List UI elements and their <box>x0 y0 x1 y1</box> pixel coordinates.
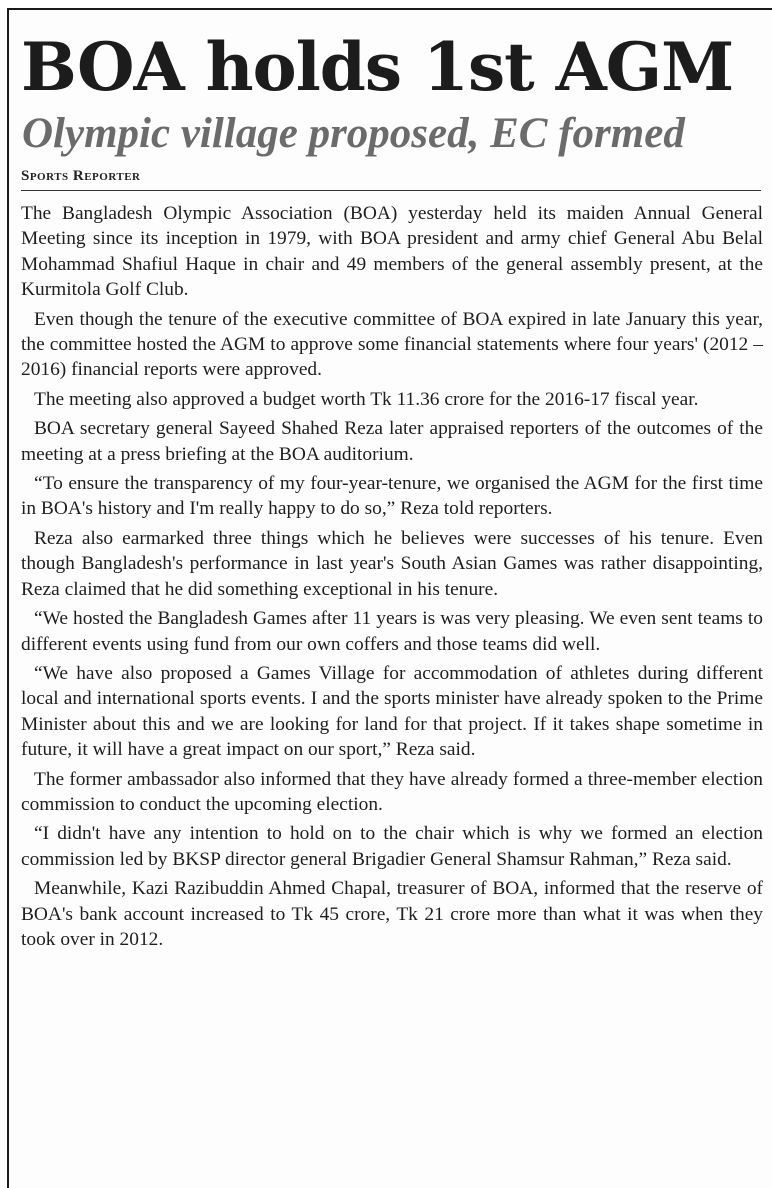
subheadline: Olympic village proposed, EC formed <box>22 110 685 157</box>
paragraph: The former ambassador also informed that they have already formed a three-member election commission to conduct the upcoming election. <box>21 768 763 815</box>
paragraph: The meeting also approved a budget worth Tk 11.36 crore for the 2016-17 fiscal year. <box>34 388 699 410</box>
paragraph: “I didn't have any intention to hold on to the chair which is why we formed an election commission led by BKSP director general Brigadier General Shamsur Rahman,” Reza said. <box>21 823 763 870</box>
paragraph: Reza also earmarked three things which he believes were successes of his tenure. Even though Bangladesh's performance in last year's South Asian Games was rather disappointing, Reza claimed that he did something exceptional in his tenure. <box>21 527 763 600</box>
headline: BOA holds 1st AGM <box>21 28 734 106</box>
paragraph: The Bangladesh Olympic Association (BOA) yesterday held its maiden Annual General Meeting since its inception in 1979, with BOA president and army chief General Abu Belal Mohammad Shafiul Haque in chair and 49 members of the general assembly present, at the Kurmitola Golf Club. <box>21 203 763 301</box>
byline: Sports Reporter <box>21 168 141 184</box>
paragraph: Even though the tenure of the executive committee of BOA expired in late January this year, the committee hosted the AGM to approve some financial statements where four years' (2012 – 2016) financial reports were approved. <box>21 308 763 381</box>
byline-divider <box>21 190 761 191</box>
paragraph: “We hosted the Bangladesh Games after 11 years is was very pleasing. We even sent teams to different events using fund from our own coffers and those teams did well. <box>21 608 763 655</box>
article-body <box>21 201 763 952</box>
paragraph: “We have also proposed a Games Village for accommodation of athletes during different local and international sports events. I and the sports minister have already spoken to the Prime Minister about this and we are looking for land for that project. If it takes shape sometime in future, it will have a great impact on our sport,” Reza said. <box>21 662 763 761</box>
paragraph: BOA secretary general Sayeed Shahed Reza later appraised reporters of the outcomes of the meeting at a press briefing at the BOA auditorium. <box>21 418 763 465</box>
newspaper-clipping <box>7 8 772 1188</box>
paragraph: Meanwhile, Kazi Razibuddin Ahmed Chapal, treasurer of BOA, informed that the reserve of BOA's bank account increased to Tk 45 crore, Tk 21 crore more than what it was when they took over in 2012. <box>21 878 763 950</box>
paragraph: “To ensure the transparency of my four-year-tenure, we organised the AGM for the first time in BOA's history and I'm really happy to do so,” Reza told reporters. <box>21 473 763 520</box>
